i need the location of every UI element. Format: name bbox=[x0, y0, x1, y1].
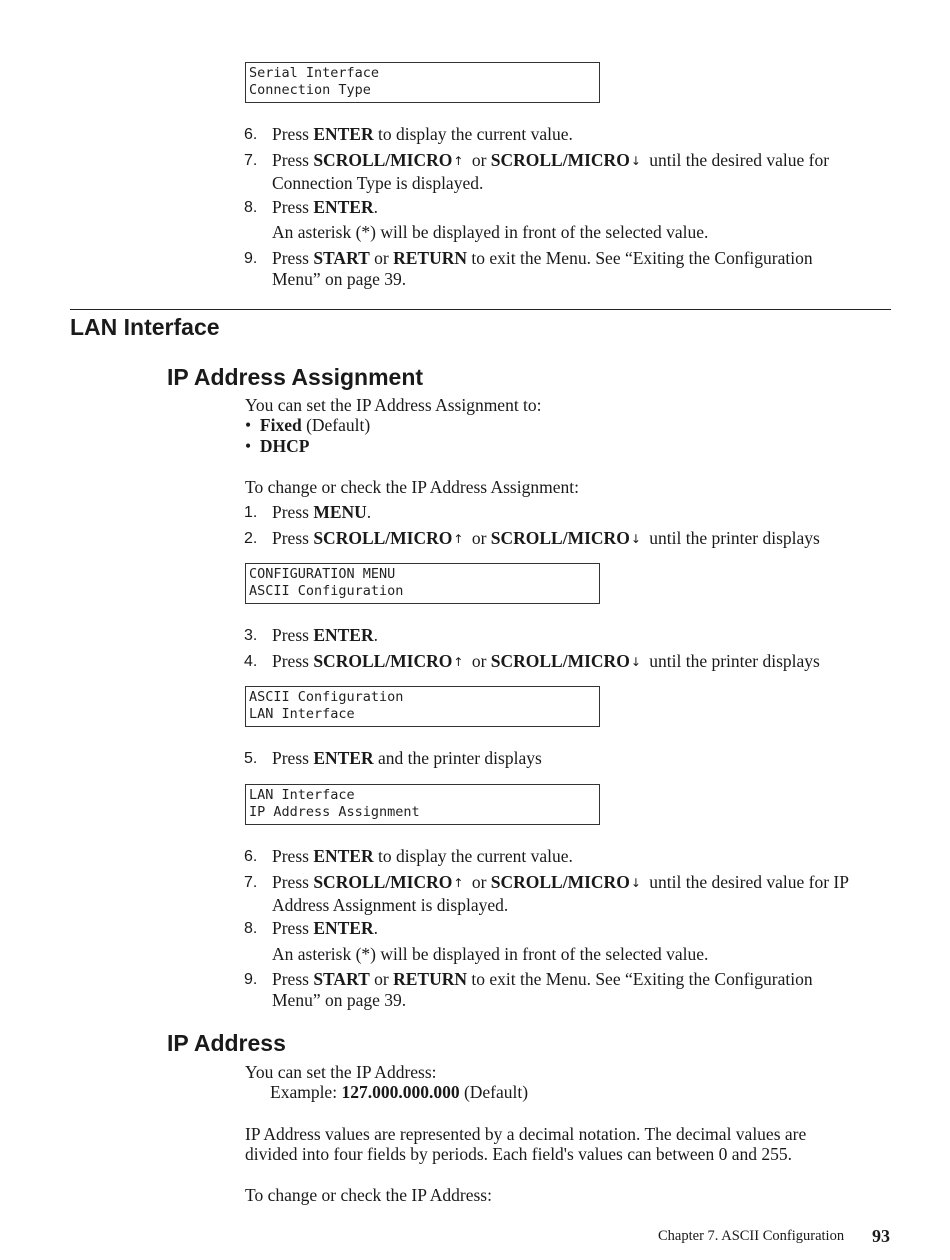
step-number: 8. bbox=[244, 920, 258, 937]
instruction-text: To change or check the IP Address Assignment: bbox=[245, 477, 579, 497]
step-number: 9. bbox=[244, 250, 258, 267]
section-divider bbox=[70, 309, 891, 310]
intro-text: You can set the IP Address Assignment to: bbox=[245, 395, 542, 415]
step-number: 1. bbox=[244, 504, 258, 521]
step-text: Press ENTER. bbox=[272, 918, 378, 938]
step-text: Press SCROLL/MICRO↑ or SCROLL/MICRO↓ until the printer displays bbox=[272, 651, 820, 671]
page-number: 93 bbox=[872, 1226, 890, 1246]
arrow-down-icon: ↓ bbox=[630, 532, 641, 546]
arrow-up-icon: ↑ bbox=[453, 876, 464, 890]
footer-chapter: Chapter 7. ASCII Configuration bbox=[658, 1228, 845, 1244]
step-text: Press START or RETURN to exit the Menu. See “Exiting the Configuration Menu” on page 39. bbox=[272, 969, 813, 1010]
step-number: 5. bbox=[244, 750, 258, 767]
example-text: Example: 127.000.000.000 (Default) bbox=[270, 1082, 529, 1102]
lcd-display-lan-interface bbox=[245, 784, 600, 825]
lcd-line-1: ASCII Configuration bbox=[249, 689, 404, 705]
arrow-up-icon: ↑ bbox=[453, 154, 464, 168]
step-number: 4. bbox=[244, 653, 258, 670]
step-number: 6. bbox=[244, 126, 258, 143]
subsection-title: IP Address bbox=[167, 1030, 286, 1056]
step-number: 3. bbox=[244, 627, 258, 644]
lcd-display-serial bbox=[245, 62, 600, 103]
lcd-line-2: IP Address Assignment bbox=[249, 804, 420, 820]
lcd-display-config-menu bbox=[245, 563, 600, 604]
lcd-line-2: ASCII Configuration bbox=[249, 583, 404, 599]
lcd-display-ascii-config bbox=[245, 686, 600, 727]
lcd-line-1: LAN Interface bbox=[249, 787, 355, 803]
step-text: Press ENTER. bbox=[272, 197, 378, 217]
arrow-up-icon: ↑ bbox=[453, 532, 464, 546]
description-line: IP Address values are represented by a decimal notation. The decimal values are bbox=[245, 1124, 807, 1144]
arrow-down-icon: ↓ bbox=[630, 655, 641, 669]
lcd-line-2: LAN Interface bbox=[249, 706, 355, 722]
lcd-line-1: Serial Interface bbox=[249, 65, 380, 81]
step-text: Press ENTER. bbox=[272, 625, 378, 645]
step-text: Press SCROLL/MICRO↑ or SCROLL/MICRO↓ until the desired value for IP Address Assignment is displayed. bbox=[272, 872, 849, 915]
bullet-icon: • bbox=[245, 436, 252, 456]
list-item: • DHCP bbox=[245, 436, 310, 456]
section-title: LAN Interface bbox=[70, 314, 220, 340]
intro-text: You can set the IP Address: bbox=[245, 1062, 437, 1082]
step-text: Press ENTER to display the current value. bbox=[272, 124, 573, 144]
step-number: 6. bbox=[244, 848, 258, 865]
lcd-line-2: Connection Type bbox=[249, 82, 371, 98]
step-text: Press START or RETURN to exit the Menu. See “Exiting the Configuration Menu” on page 39. bbox=[272, 248, 813, 289]
step-text: Press SCROLL/MICRO↑ or SCROLL/MICRO↓ until the desired value for Connection Type is displayed. bbox=[272, 150, 830, 193]
step-note: An asterisk (*) will be displayed in front of the selected value. bbox=[272, 222, 709, 242]
step-text: Press ENTER and the printer displays bbox=[272, 748, 542, 768]
step-number: 7. bbox=[244, 874, 258, 891]
step-number: 2. bbox=[244, 530, 258, 547]
step-note: An asterisk (*) will be displayed in front of the selected value. bbox=[272, 944, 709, 964]
step-number: 8. bbox=[244, 199, 258, 216]
arrow-up-icon: ↑ bbox=[453, 655, 464, 669]
instruction-text: To change or check the IP Address: bbox=[245, 1185, 492, 1205]
step-text: Press SCROLL/MICRO↑ or SCROLL/MICRO↓ until the printer displays bbox=[272, 528, 820, 548]
arrow-down-icon: ↓ bbox=[630, 876, 641, 890]
step-text: Press ENTER to display the current value. bbox=[272, 846, 573, 866]
description-line: divided into four fields by periods. Each field's values can between 0 and 255. bbox=[245, 1144, 792, 1164]
list-item: • Fixed (Default) bbox=[245, 415, 371, 435]
lcd-line-1: CONFIGURATION MENU bbox=[249, 566, 396, 582]
arrow-down-icon: ↓ bbox=[630, 154, 641, 168]
step-number: 7. bbox=[244, 152, 258, 169]
step-number: 9. bbox=[244, 971, 258, 988]
bullet-icon: • bbox=[245, 415, 252, 435]
subsection-title: IP Address Assignment bbox=[167, 364, 424, 390]
step-text: Press MENU. bbox=[272, 502, 372, 522]
